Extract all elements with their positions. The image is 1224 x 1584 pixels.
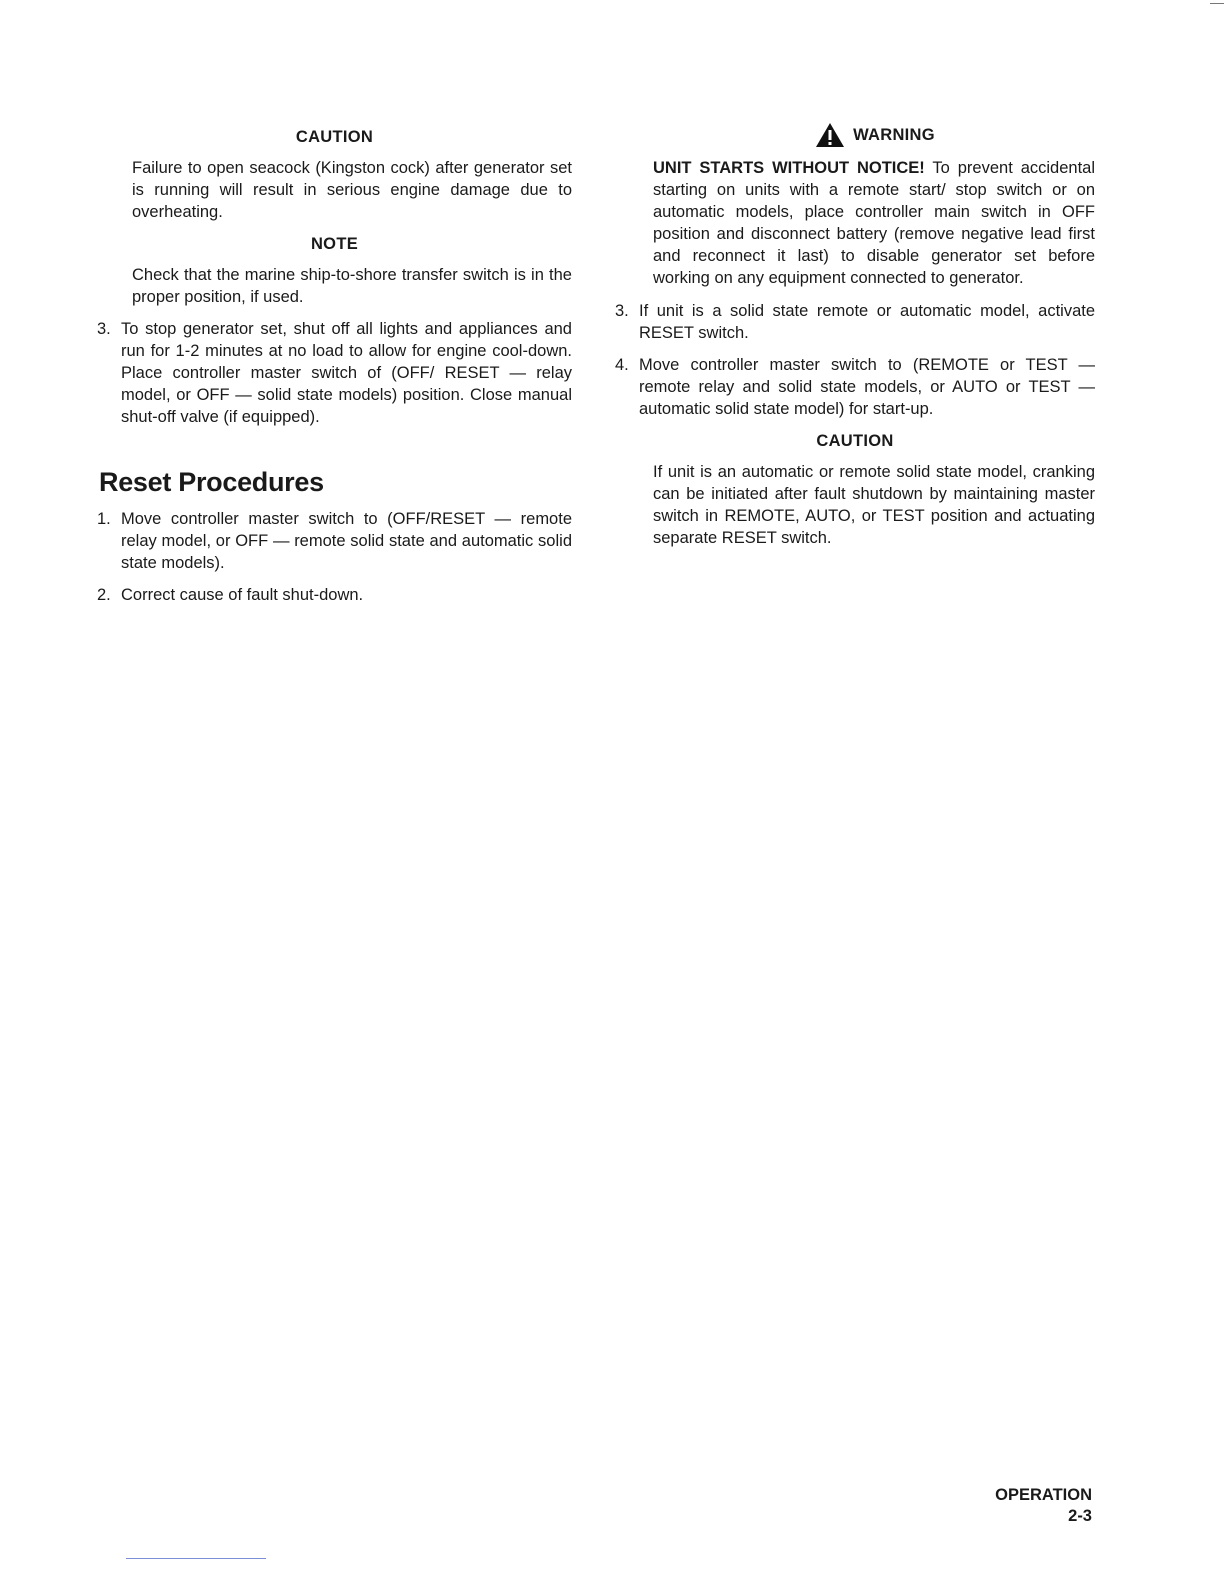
step-text: Move controller master switch to (OFF/RESET — remote relay model, or OFF — remote solid state and automatic solid state models).: [121, 510, 572, 572]
reset-step-3: [615, 300, 1095, 344]
step-3-stop: [97, 318, 572, 428]
step-number: 3.: [97, 320, 111, 338]
warning-header: [655, 122, 1095, 148]
step-text: Correct cause of fault shut-down.: [121, 586, 364, 604]
warning-body: To prevent accidental starting on units with a remote start/ stop switch or on automatic models, place controller main switch in OFF position and disconnect battery (remove negative lead first and reconnect it last) to disable generator set before working on any equipment connected to generator.: [653, 159, 1095, 287]
caution-title: CAUTION: [295, 128, 374, 146]
warning-triangle-icon: [815, 122, 845, 148]
step-number: 4.: [615, 356, 629, 374]
warning-title: WARNING: [853, 126, 935, 144]
reset-procedures-heading: Reset Procedures: [99, 467, 324, 497]
caution-title-right: CAUTION: [816, 432, 894, 450]
section-name: OPERATION: [995, 1486, 1092, 1504]
left-column: [97, 126, 572, 606]
caution-text-right: If unit is an automatic or remote solid state model, cranking can be initiated after fault shutdown by maintaining master switch in REMOTE, AUTO, or TEST position and actuating separate RESET switch.: [653, 463, 1095, 547]
warning-text: [615, 157, 1095, 289]
page-number: 2-3: [1068, 1507, 1092, 1525]
warning-lead: UNIT STARTS WITHOUT NOTICE!: [653, 159, 925, 177]
reset-step-4: [615, 354, 1095, 420]
right-column: [615, 122, 1095, 549]
step-number: 2.: [97, 586, 111, 604]
note-text: Check that the marine ship-to-shore transfer switch is in the proper position, if used.: [132, 266, 572, 306]
step-text: To stop generator set, shut off all lights and appliances and run for 1-2 minutes at no load to allow for engine cool-down. Place controller master switch of (OFF/ RESET — relay model, or OFF — solid state models) position. Close manual shut-off valve (if equipped).: [121, 320, 572, 426]
step-text: Move controller master switch to (REMOTE or TEST — remote relay and solid state models, or AUTO or TEST — automatic solid state model) for start-up.: [639, 356, 1095, 418]
caution-text: Failure to open seacock (Kingston cock) after generator set is running will result in serious engine damage due to overheating.: [132, 159, 572, 221]
page-footer: [995, 1485, 1092, 1527]
note-title: NOTE: [310, 235, 359, 253]
step-text: If unit is a solid state remote or automatic model, activate RESET switch.: [639, 302, 1095, 342]
corner-mark: [1210, 3, 1224, 4]
reset-step-1: [97, 508, 572, 574]
step-number: 1.: [97, 510, 111, 528]
reset-step-2: [97, 584, 572, 606]
scan-line: [126, 1558, 266, 1559]
step-number: 3.: [615, 302, 629, 320]
